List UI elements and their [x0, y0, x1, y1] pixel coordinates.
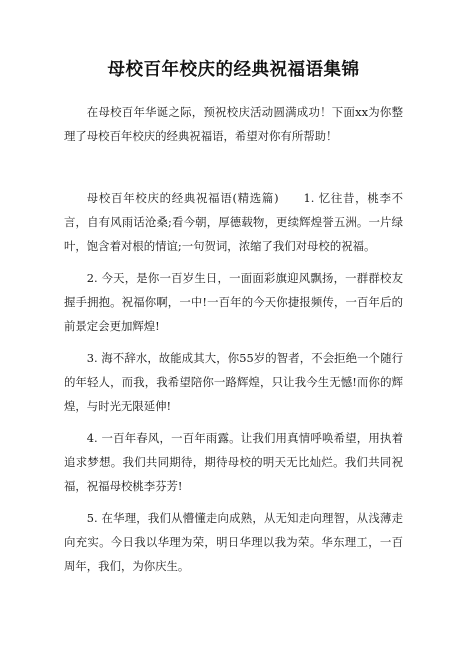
blessing-paragraph-2: 2. 今天，是你一百岁生日，一面面彩旗迎风飘扬，一群群校友握手拥抱。祝福你啊，一中!一百年的今天你捷报频传，一百年后的前景定会更加辉煌! [64, 271, 403, 333]
document-title: 母校百年校庆的经典祝福语集锦 [107, 60, 360, 80]
blessing-paragraph-1: 母校百年校庆的经典祝福语(精选篇) 1. 忆往昔，桃李不言，自有风雨话沧桑;看今朝，厚德载物，更续辉煌誉五洲。一片绿叶，饱含着对根的情谊;一句贺词，浓缩了我们对母校的祝福。 [64, 191, 403, 253]
blessing-paragraph-5: 5. 在华理，我们从懵懂走向成熟，从无知走向理智，从浅薄走向充实。今日我以华理为荣，明日华理以我为荣。华东理工，一百周年，我们，为你庆生。 [64, 511, 403, 573]
blessing-paragraph-3: 3. 海不辞水，故能成其大，你55岁的智者，不会拒绝一个随行的年轻人，而我，我希望陪你一路辉煌，只让我今生无憾!而你的辉煌，与时光无限延伸! [64, 351, 403, 413]
blessing-paragraph-4: 4. 一百年春风，一百年雨露。让我们用真情呼唤希望，用执着追求梦想。我们共同期待，期待母校的明天无比灿烂。我们共同祝福，祝福母校桃李芬芳! [64, 431, 403, 493]
intro-paragraph: 在母校百年华诞之际，预祝校庆活动圆满成功！下面xx为你整理了母校百年校庆的经典祝福语，希望对你有所帮助！ [64, 105, 403, 143]
